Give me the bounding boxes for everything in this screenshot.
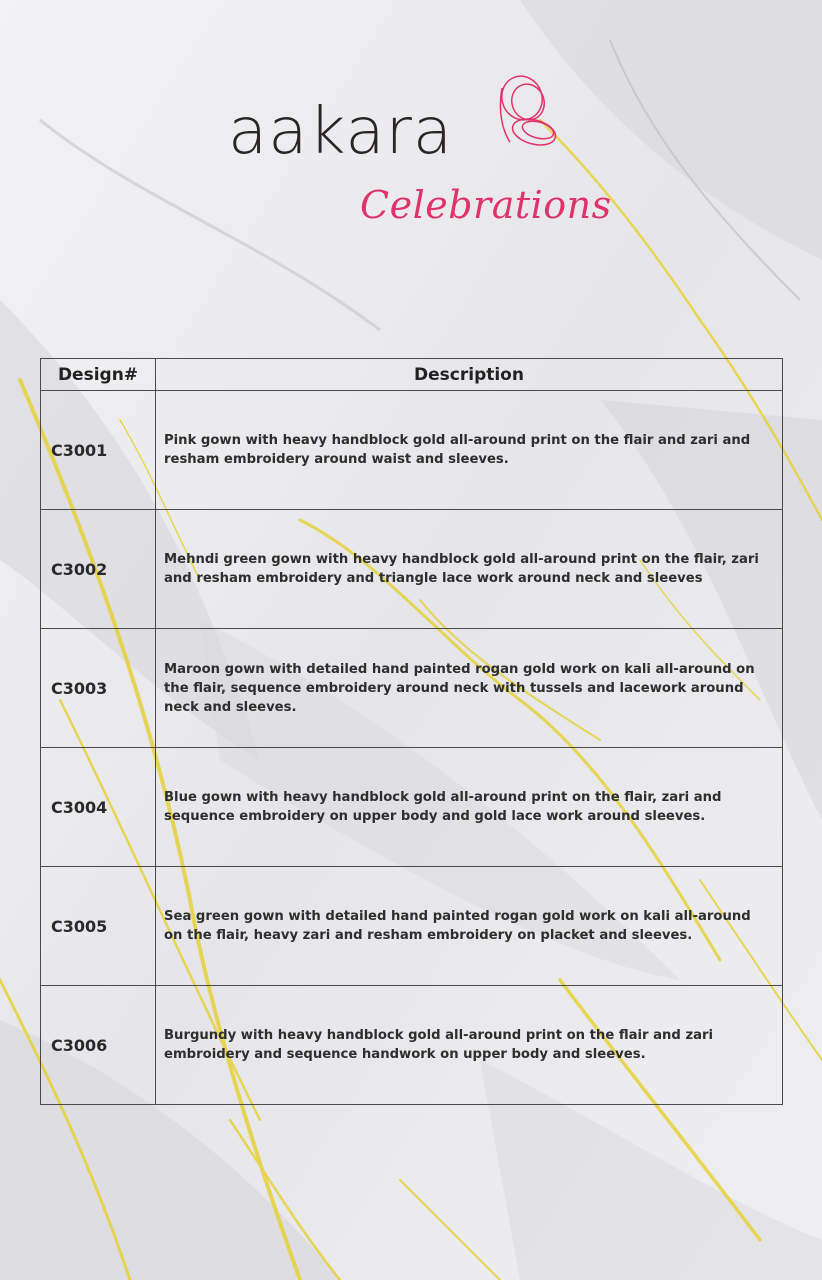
- design-description: Maroon gown with detailed hand painted rogan gold work on kali all-around on the flair, sequence embroidery around neck with tussels and lacework around neck and sleeves.: [156, 629, 783, 748]
- table-row: [41, 510, 783, 629]
- brand-name: aakara: [228, 95, 454, 169]
- brand-header: [0, 0, 822, 260]
- table-row: [41, 986, 783, 1105]
- butterfly-logo-icon: [488, 70, 568, 156]
- design-column-header: Design#: [41, 359, 156, 391]
- table-row: [41, 391, 783, 510]
- design-description: Pink gown with heavy handblock gold all-around print on the flair and zari and resham embroidery around waist and sleeves.: [156, 391, 783, 510]
- table-row: [41, 629, 783, 748]
- table-row: [41, 867, 783, 986]
- design-description: Sea green gown with detailed hand painted rogan gold work on kali all-around on the flair, heavy zari and resham embroidery on placket and sleeves.: [156, 867, 783, 986]
- design-code: C3005: [41, 867, 156, 986]
- design-code: C3002: [41, 510, 156, 629]
- table-row: [41, 748, 783, 867]
- design-description: Mehndi green gown with heavy handblock gold all-around print on the flair, zari and resham embroidery and triangle lace work around neck and sleeves: [156, 510, 783, 629]
- design-code: C3006: [41, 986, 156, 1105]
- design-description: Blue gown with heavy handblock gold all-around print on the flair, zari and sequence embroidery on upper body and gold lace work around sleeves.: [156, 748, 783, 867]
- design-code: C3004: [41, 748, 156, 867]
- design-description: Burgundy with heavy handblock gold all-around print on the flair and zari embroidery and sequence handwork on upper body and sleeves.: [156, 986, 783, 1105]
- design-table: [40, 358, 783, 1105]
- design-code: C3001: [41, 391, 156, 510]
- design-code: C3003: [41, 629, 156, 748]
- table-header-row: [41, 359, 783, 391]
- brand-tagline: Celebrations: [360, 183, 612, 227]
- description-column-header: Description: [156, 359, 783, 391]
